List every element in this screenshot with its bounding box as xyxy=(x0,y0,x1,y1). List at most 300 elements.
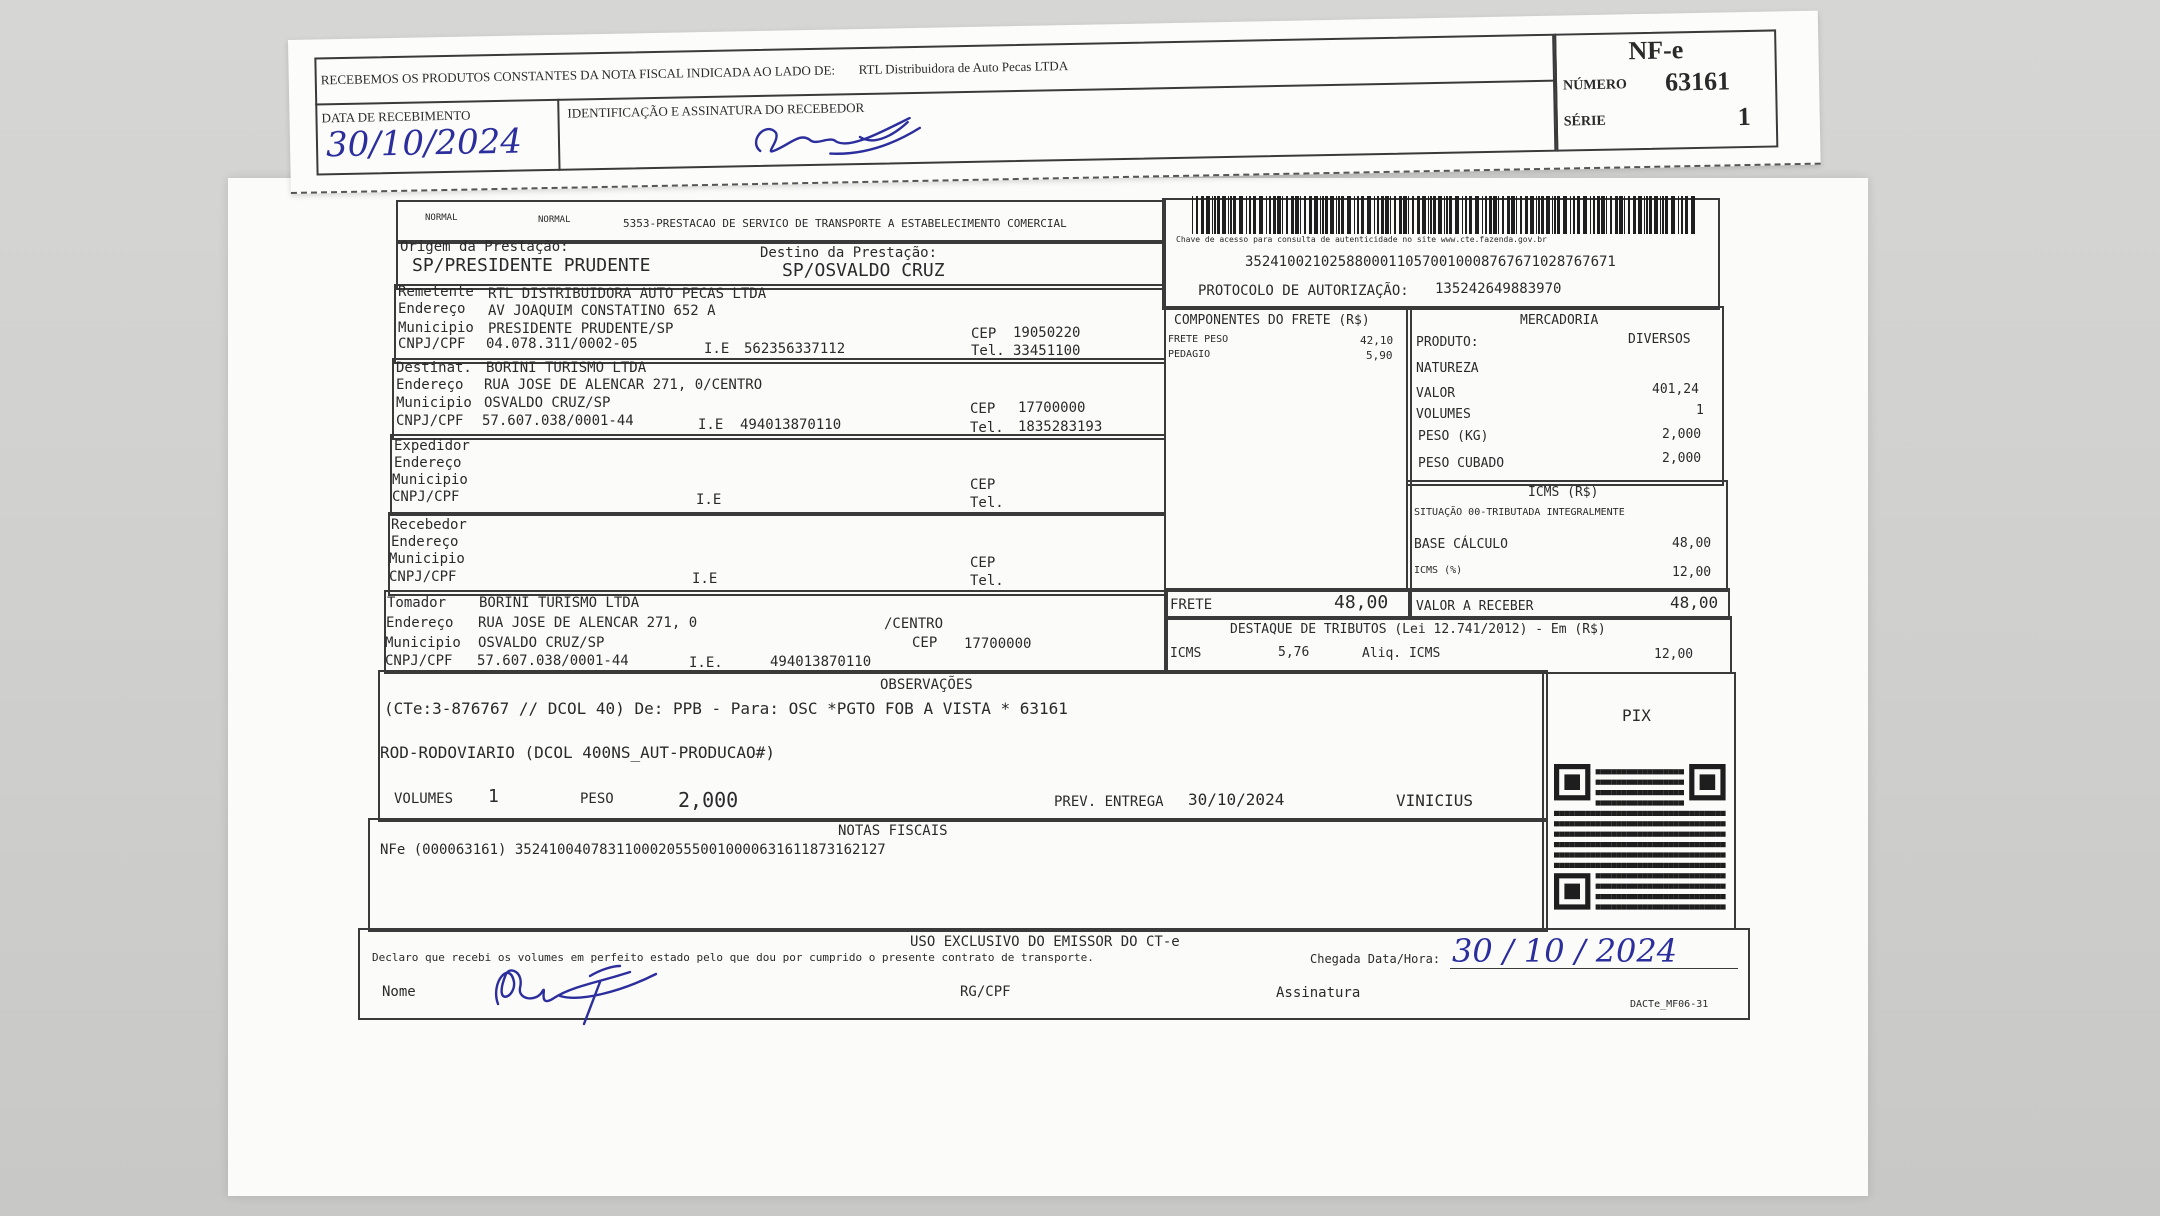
barcode-bar xyxy=(1610,196,1612,234)
barcode-bar xyxy=(1552,196,1553,234)
barcode-bar xyxy=(1394,196,1396,234)
qr-module xyxy=(1663,904,1668,909)
qr-module xyxy=(1658,852,1663,857)
qr-module xyxy=(1653,790,1658,795)
destinatario-endereco-label: Endereço xyxy=(396,377,464,393)
qr-module xyxy=(1596,811,1601,816)
qr-module xyxy=(1694,884,1699,889)
peso-cubado-label: PESO CUBADO xyxy=(1418,456,1505,471)
receber-label: VALOR A RECEBER xyxy=(1416,599,1534,614)
barcode-bar xyxy=(1633,196,1636,234)
barcode-bar xyxy=(1681,196,1683,234)
qr-module xyxy=(1653,832,1658,837)
frete-item-1-value: 42,10 xyxy=(1360,334,1394,347)
remetente-tel-label: Tel. xyxy=(971,343,1005,359)
notas-title: NOTAS FISCAIS xyxy=(838,823,948,839)
destinatario-cnpj: 57.607.038/0001-44 xyxy=(482,413,634,429)
barcode-bar xyxy=(1192,196,1193,234)
qr-module xyxy=(1575,852,1580,857)
qr-module xyxy=(1658,790,1663,795)
qr-module xyxy=(1653,863,1658,868)
qr-module xyxy=(1689,842,1694,847)
qr-module xyxy=(1616,884,1621,889)
stub-nfe-title: NF-e xyxy=(1628,35,1684,66)
qr-module xyxy=(1648,894,1653,899)
barcode-bar xyxy=(1412,196,1414,234)
qr-module xyxy=(1559,842,1564,847)
qr-module xyxy=(1679,790,1684,795)
destinatario-ie: 494013870110 xyxy=(740,417,842,433)
qr-module xyxy=(1554,842,1559,847)
qr-module xyxy=(1674,904,1679,909)
qr-module xyxy=(1684,811,1689,816)
pix-qr-code[interactable] xyxy=(1554,764,1734,916)
qr-module xyxy=(1715,884,1720,889)
qr-module xyxy=(1642,904,1647,909)
qr-module xyxy=(1694,894,1699,899)
destinatario-cep: 17700000 xyxy=(1018,400,1086,416)
qr-module xyxy=(1590,821,1595,826)
barcode-bar xyxy=(1269,196,1271,234)
barcode-bar xyxy=(1249,196,1251,234)
qr-module xyxy=(1564,832,1569,837)
barcode-bar xyxy=(1593,196,1595,234)
qr-module xyxy=(1658,873,1663,878)
barcode-bar xyxy=(1685,196,1688,234)
qr-module xyxy=(1627,894,1632,899)
qr-module xyxy=(1570,811,1575,816)
stub-date-label: DATA DE RECEBIMENTO xyxy=(321,107,471,126)
qr-module xyxy=(1606,852,1611,857)
emissor-declaracao: Declaro que recebi os volumes em perfeito estado pelo que dou por cumprido o presente contrato de transporte. xyxy=(372,951,1094,964)
qr-module xyxy=(1637,811,1642,816)
qr-module xyxy=(1564,852,1569,857)
qr-module xyxy=(1694,863,1699,868)
remetente-nome: RTL DISTRIBUIDORA AUTO PECAS LTDA xyxy=(488,286,767,302)
produto-value: DIVERSOS xyxy=(1628,332,1691,347)
qr-module xyxy=(1689,894,1694,899)
qr-module xyxy=(1658,842,1663,847)
qr-module xyxy=(1663,769,1668,774)
barcode-bar xyxy=(1309,196,1312,234)
protocolo-value: 135242649883970 xyxy=(1435,281,1562,297)
qr-module xyxy=(1632,832,1637,837)
qr-module xyxy=(1596,780,1601,785)
qr-module xyxy=(1596,790,1601,795)
qr-module xyxy=(1642,842,1647,847)
qr-module xyxy=(1715,904,1720,909)
canhoto-stub xyxy=(288,11,1821,194)
qr-module xyxy=(1622,821,1627,826)
qr-module xyxy=(1601,842,1606,847)
stub-numero-value: 63161 xyxy=(1664,66,1731,97)
qr-module xyxy=(1637,780,1642,785)
volumes-value: 1 xyxy=(1696,403,1704,418)
qr-module xyxy=(1616,811,1621,816)
obs-volumes-value: 1 xyxy=(488,786,499,807)
barcode-bar xyxy=(1273,196,1276,234)
qr-module xyxy=(1668,904,1673,909)
qr-module xyxy=(1694,873,1699,878)
destinatario-label: Destinat. xyxy=(396,360,472,376)
qr-module xyxy=(1668,800,1673,805)
expedidor-municipio-label: Municipio xyxy=(392,472,468,488)
recebedor-tel-label: Tel. xyxy=(970,573,1004,589)
pix-label: PIX xyxy=(1622,706,1651,725)
qr-module xyxy=(1642,769,1647,774)
qr-module xyxy=(1622,884,1627,889)
qr-module xyxy=(1570,842,1575,847)
qr-module xyxy=(1715,811,1720,816)
qr-module xyxy=(1606,780,1611,785)
obs-volumes-label: VOLUMES xyxy=(394,791,454,807)
qr-module xyxy=(1653,884,1658,889)
remetente-ie-label: I.E xyxy=(704,341,730,357)
qr-module xyxy=(1648,842,1653,847)
qr-module xyxy=(1663,790,1668,795)
barcode-bar xyxy=(1538,196,1540,234)
qr-module xyxy=(1611,821,1616,826)
valor-label: VALOR xyxy=(1416,386,1456,401)
qr-module xyxy=(1559,832,1564,837)
receber-value: 48,00 xyxy=(1670,593,1719,612)
qr-module xyxy=(1700,904,1705,909)
qr-module xyxy=(1596,873,1601,878)
barcode-bar xyxy=(1228,196,1229,234)
qr-module xyxy=(1715,852,1720,857)
qr-module xyxy=(1632,842,1637,847)
qr-module xyxy=(1627,811,1632,816)
barcode-bar xyxy=(1638,196,1642,234)
qr-module xyxy=(1694,821,1699,826)
qr-module xyxy=(1700,894,1705,899)
barcode-bar xyxy=(1367,196,1371,234)
qr-module xyxy=(1611,863,1616,868)
qr-module xyxy=(1653,780,1658,785)
barcode-bar xyxy=(1399,196,1402,234)
qr-module xyxy=(1658,780,1663,785)
tomador-ie: 494013870110 xyxy=(770,654,872,670)
qr-module xyxy=(1668,873,1673,878)
qr-module xyxy=(1559,852,1564,857)
stub-id-label: IDENTIFICAÇÃO E ASSINATURA DO RECEBEDOR xyxy=(567,99,865,121)
qr-module xyxy=(1642,800,1647,805)
qr-module xyxy=(1580,852,1585,857)
barcode-bar xyxy=(1422,196,1426,234)
qr-module xyxy=(1710,811,1715,816)
barcode-bar xyxy=(1530,196,1534,234)
qr-module xyxy=(1601,884,1606,889)
qr-module xyxy=(1616,863,1621,868)
barcode-bar xyxy=(1430,196,1432,234)
recebedor-box xyxy=(388,512,1166,596)
qr-module xyxy=(1720,904,1725,909)
qr-module xyxy=(1720,821,1725,826)
qr-module xyxy=(1668,790,1673,795)
observacoes-line-2: ROD-RODOVIARIO (DCOL 400NS_AUT-PRODUCAO#) xyxy=(380,743,775,762)
qr-module xyxy=(1637,821,1642,826)
frete-title: COMPONENTES DO FRETE (R$) xyxy=(1174,313,1370,328)
barcode-bar xyxy=(1374,196,1375,234)
qr-module xyxy=(1632,894,1637,899)
qr-module xyxy=(1658,904,1663,909)
qr-module xyxy=(1648,769,1653,774)
qr-module xyxy=(1653,894,1658,899)
qr-module xyxy=(1663,894,1668,899)
qr-module xyxy=(1570,832,1575,837)
qr-module xyxy=(1637,884,1642,889)
qr-module xyxy=(1627,800,1632,805)
barcode-bar xyxy=(1277,196,1281,234)
qr-module xyxy=(1705,884,1710,889)
qr-module xyxy=(1720,884,1725,889)
obs-peso-value: 2,000 xyxy=(678,788,739,812)
qr-module xyxy=(1606,769,1611,774)
qr-module xyxy=(1720,811,1725,816)
qr-module xyxy=(1710,821,1715,826)
qr-module xyxy=(1627,884,1632,889)
valor-value: 401,24 xyxy=(1652,382,1699,397)
qr-module xyxy=(1632,821,1637,826)
qr-module xyxy=(1596,894,1601,899)
qr-module xyxy=(1585,863,1590,868)
barcode-bar xyxy=(1300,196,1301,234)
cfop: 5353-PRESTACAO DE SERVICO DE TRANSPORTE A ESTABELECIMENTO COMERCIAL xyxy=(623,217,1067,230)
qr-module xyxy=(1648,873,1653,878)
barcode-bar xyxy=(1662,196,1664,234)
barcode-bar xyxy=(1291,196,1294,234)
qr-module xyxy=(1606,842,1611,847)
barcode-bar xyxy=(1628,196,1630,234)
qr-module xyxy=(1648,800,1653,805)
tributos-title: DESTAQUE DE TRIBUTOS (Lei 12.741/2012) - Em (R$) xyxy=(1230,622,1606,637)
qr-module xyxy=(1622,811,1627,816)
barcode-bar xyxy=(1646,196,1648,234)
qr-module xyxy=(1668,863,1673,868)
qr-module xyxy=(1611,780,1616,785)
barcode-bar xyxy=(1615,196,1618,234)
qr-module xyxy=(1668,852,1673,857)
qr-module xyxy=(1658,894,1663,899)
destinatario-tel: 1835283193 xyxy=(1018,419,1103,435)
barcode-bar xyxy=(1266,196,1267,234)
qr-module xyxy=(1580,821,1585,826)
qr-module xyxy=(1622,873,1627,878)
barcode-bar xyxy=(1381,196,1384,234)
qr-module xyxy=(1720,832,1725,837)
qr-module xyxy=(1622,863,1627,868)
qr-module xyxy=(1637,790,1642,795)
qr-module xyxy=(1627,873,1632,878)
barcode-bar xyxy=(1417,196,1420,234)
obs-entrega-label: PREV. ENTREGA xyxy=(1054,794,1164,810)
qr-module xyxy=(1648,884,1653,889)
barcode-bar xyxy=(1438,196,1442,234)
expedidor-tel-label: Tel. xyxy=(970,495,1004,511)
barcode-bar xyxy=(1573,196,1575,234)
qr-module xyxy=(1596,832,1601,837)
qr-module xyxy=(1663,780,1668,785)
qr-module xyxy=(1679,821,1684,826)
qr-module xyxy=(1606,863,1611,868)
assinatura-label: Assinatura xyxy=(1276,985,1361,1001)
qr-module xyxy=(1653,852,1658,857)
qr-module xyxy=(1658,884,1663,889)
qr-module xyxy=(1710,832,1715,837)
protocolo-label: PROTOCOLO DE AUTORIZAÇÃO: xyxy=(1198,283,1409,299)
qr-module xyxy=(1606,832,1611,837)
recebedor-endereco-label: Endereço xyxy=(391,534,459,550)
tomador-ie-label: I.E. xyxy=(689,655,723,671)
qr-module xyxy=(1715,863,1720,868)
qr-module xyxy=(1668,894,1673,899)
qr-module xyxy=(1627,780,1632,785)
qr-module xyxy=(1611,904,1616,909)
qr-module xyxy=(1715,873,1720,878)
qr-module xyxy=(1663,852,1668,857)
qr-module xyxy=(1632,884,1637,889)
barcode-bar xyxy=(1601,196,1605,234)
qr-module xyxy=(1585,852,1590,857)
qr-module xyxy=(1710,842,1715,847)
qr-module xyxy=(1611,873,1616,878)
barcode-bar xyxy=(1286,196,1288,234)
stub-serie-label: SÉRIE xyxy=(1563,113,1606,130)
tributos-icms-value: 5,76 xyxy=(1278,645,1310,660)
qr-module xyxy=(1616,800,1621,805)
icms-aliq-label: ICMS (%) xyxy=(1414,565,1463,576)
qr-module xyxy=(1601,780,1606,785)
qr-module xyxy=(1622,832,1627,837)
observacoes-title: OBSERVAÇÕES xyxy=(880,677,973,693)
qr-module xyxy=(1674,769,1679,774)
barcode-bar xyxy=(1489,196,1492,234)
chegada-handwritten: 30 / 10 / 2024 xyxy=(1452,932,1678,970)
qr-module xyxy=(1622,769,1627,774)
qr-module xyxy=(1580,863,1585,868)
qr-module xyxy=(1570,852,1575,857)
peso-cubado-value: 2,000 xyxy=(1662,451,1702,466)
tomador-bairro: /CENTRO xyxy=(884,616,944,632)
emissor-title: USO EXCLUSIVO DO EMISSOR DO CT-e xyxy=(910,934,1180,950)
barcode-bar xyxy=(1597,196,1600,234)
qr-module xyxy=(1585,842,1590,847)
destinatario-endereco: RUA JOSE DE ALENCAR 271, 0/CENTRO xyxy=(484,377,763,393)
qr-module xyxy=(1720,852,1725,857)
qr-module xyxy=(1622,800,1627,805)
qr-module xyxy=(1689,852,1694,857)
barcode-bar xyxy=(1246,196,1247,234)
qr-module xyxy=(1622,904,1627,909)
qr-module xyxy=(1575,821,1580,826)
remetente-cep: 19050220 xyxy=(1013,325,1081,341)
qr-module xyxy=(1705,904,1710,909)
qr-module xyxy=(1637,832,1642,837)
qr-module xyxy=(1663,873,1668,878)
barcode-bar xyxy=(1624,196,1625,234)
recebedor-label: Recebedor xyxy=(391,517,467,533)
receiver-signature xyxy=(480,952,700,1022)
tomador-municipio: OSVALDO CRUZ/SP xyxy=(478,635,605,651)
qr-module xyxy=(1648,780,1653,785)
qr-module xyxy=(1596,884,1601,889)
tomador-municipio-label: Municipio xyxy=(385,635,461,651)
qr-module xyxy=(1684,904,1689,909)
tomador-nome: BORINI TURISMO LTDA xyxy=(479,595,640,611)
qr-module xyxy=(1658,832,1663,837)
qr-module xyxy=(1627,863,1632,868)
qr-module xyxy=(1642,852,1647,857)
qr-module xyxy=(1601,873,1606,878)
qr-module xyxy=(1715,832,1720,837)
qr-module xyxy=(1705,832,1710,837)
footer-code: DACTe_MF06-31 xyxy=(1630,999,1709,1010)
barcode-bar xyxy=(1546,196,1550,234)
qr-module xyxy=(1679,800,1684,805)
qr-module xyxy=(1611,842,1616,847)
qr-module xyxy=(1668,832,1673,837)
barcode-bar xyxy=(1338,196,1340,234)
qr-module xyxy=(1642,894,1647,899)
qr-module xyxy=(1679,769,1684,774)
qr-module xyxy=(1559,863,1564,868)
qr-module xyxy=(1575,863,1580,868)
base-calculo-label: BASE CÁLCULO xyxy=(1414,537,1508,552)
qr-module xyxy=(1674,832,1679,837)
barcode-bar xyxy=(1449,196,1452,234)
qr-module xyxy=(1632,769,1637,774)
qr-module xyxy=(1689,821,1694,826)
barcode-bar xyxy=(1498,196,1499,234)
qr-module xyxy=(1689,832,1694,837)
barcode-bar xyxy=(1390,196,1391,234)
qr-module xyxy=(1627,842,1632,847)
barcode-bar xyxy=(1206,196,1210,234)
qr-finder-pattern xyxy=(1564,884,1580,900)
qr-module xyxy=(1663,811,1668,816)
qr-module xyxy=(1606,790,1611,795)
barcode-bar xyxy=(1233,196,1236,234)
qr-module xyxy=(1674,852,1679,857)
qr-module xyxy=(1642,821,1647,826)
qr-module xyxy=(1637,800,1642,805)
qr-module xyxy=(1674,863,1679,868)
barcode-bar xyxy=(1403,196,1407,234)
qr-module xyxy=(1564,842,1569,847)
barcode-bar xyxy=(1691,196,1695,234)
qr-module xyxy=(1663,800,1668,805)
qr-module xyxy=(1679,780,1684,785)
qr-module xyxy=(1590,852,1595,857)
qr-module xyxy=(1642,863,1647,868)
qr-module xyxy=(1700,873,1705,878)
remetente-cnpj-label: CNPJ/CPF xyxy=(398,336,466,352)
qr-module xyxy=(1710,904,1715,909)
barcode-bar xyxy=(1590,196,1591,234)
qr-module xyxy=(1637,873,1642,878)
qr-module xyxy=(1596,863,1601,868)
expedidor-endereco-label: Endereço xyxy=(394,455,462,471)
qr-module xyxy=(1668,842,1673,847)
qr-module xyxy=(1653,811,1658,816)
destinatario-tel-label: Tel. xyxy=(970,420,1004,436)
qr-module xyxy=(1601,852,1606,857)
tomador-label: Tomador xyxy=(387,595,447,611)
qr-module xyxy=(1700,811,1705,816)
qr-module xyxy=(1679,884,1684,889)
qr-module xyxy=(1705,863,1710,868)
qr-module xyxy=(1658,800,1663,805)
